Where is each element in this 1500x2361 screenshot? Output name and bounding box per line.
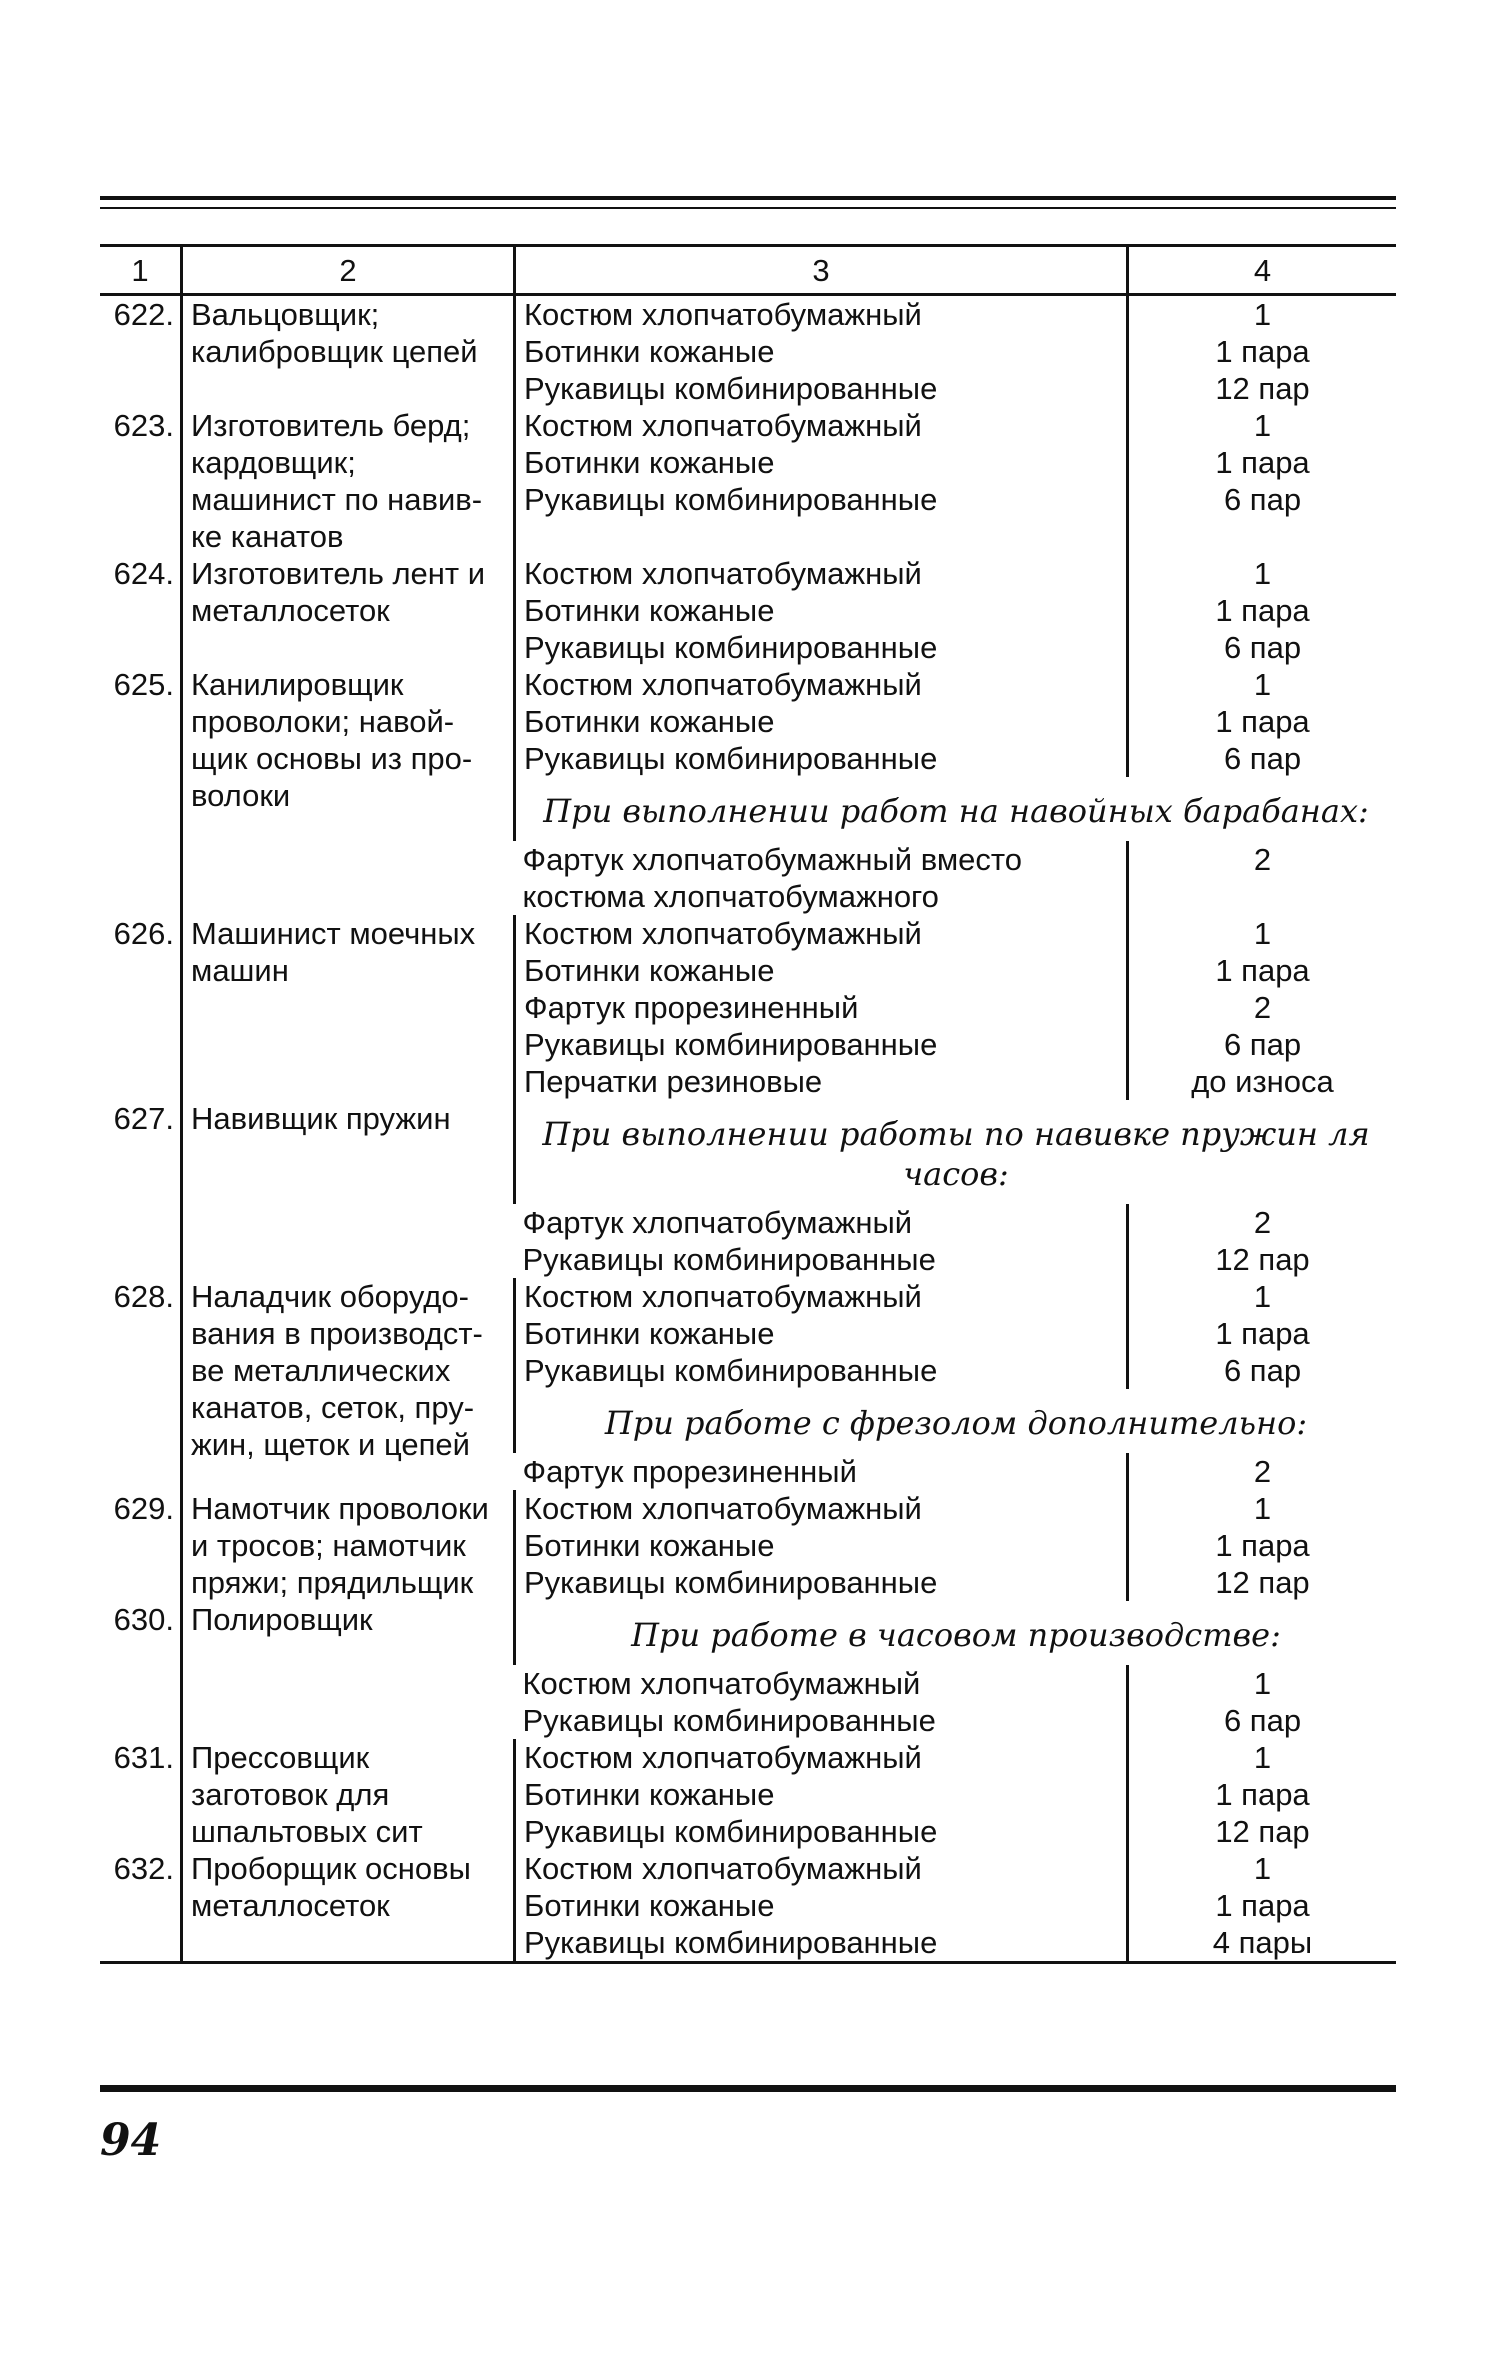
- profession-name: [182, 666, 515, 915]
- profession-line: ве металлических: [191, 1353, 451, 1388]
- ppe-item: Костюм хлопчатобумажный: [524, 667, 922, 702]
- ppe-quantities: [1128, 295, 1397, 408]
- ppe-quantity: 4 пары: [1212, 1925, 1313, 1960]
- entry-number: 622.: [113, 297, 174, 332]
- ppe-quantity: до износа: [1191, 1064, 1334, 1099]
- profession-line: волоки: [191, 778, 291, 813]
- table-row: [100, 1601, 1396, 1665]
- ppe-quantity: 1 пара: [1215, 1777, 1310, 1812]
- profession-line: Прессовщик: [191, 1740, 370, 1775]
- ppe-item: Рукавицы комбинированные: [524, 482, 938, 517]
- profession-line: Проборщик основы: [191, 1851, 471, 1886]
- ppe-items: [515, 1453, 1128, 1490]
- ppe-quantities: [1128, 1453, 1397, 1490]
- profession-name: [182, 295, 515, 408]
- ppe-item: Рукавицы комбинированные: [524, 1925, 938, 1960]
- profession-line: проволоки; навой-: [191, 704, 455, 739]
- profession-name: [182, 915, 515, 1100]
- profession-line: канатов, сеток, пру-: [191, 1390, 475, 1425]
- ppe-quantity: 1: [1253, 916, 1272, 951]
- profession-name: [182, 1601, 515, 1739]
- profession-line: заготовок для: [191, 1777, 390, 1812]
- profession-line: ке канатов: [191, 519, 344, 554]
- ppe-quantities: [1128, 1850, 1397, 1963]
- ppe-quantity: 6 пар: [1223, 630, 1302, 665]
- profession-line: Навивщик пружин: [191, 1101, 451, 1136]
- ppe-item: Ботинки кожаные: [524, 1777, 775, 1812]
- ppe-item: Фартук хлопчатобумажный: [522, 1205, 913, 1240]
- ppe-item: Ботинки кожаные: [524, 953, 775, 988]
- ppe-quantity: 1: [1253, 297, 1272, 332]
- profession-line: калибровщик цепей: [191, 334, 478, 369]
- ppe-item: Костюм хлопчатобумажный: [524, 1491, 922, 1526]
- entry-631: [100, 1739, 1396, 1850]
- profession-line: Машинист моечных: [191, 916, 476, 951]
- entry-number: 625.: [113, 667, 174, 702]
- ppe-item: Ботинки кожаные: [524, 593, 775, 628]
- profession-name: [182, 407, 515, 555]
- ppe-item: Фартук хлопчатобумажный вместо: [522, 842, 1022, 877]
- ppe-item: костюма хлопчатобумажного: [522, 879, 939, 914]
- profession-line: вания в производст-: [191, 1316, 483, 1351]
- ppe-item: Рукавицы комбинированные: [524, 1814, 938, 1849]
- ppe-item: Ботинки кожаные: [524, 334, 775, 369]
- condition-note: При выполнении работ на навойных барабанах:: [515, 777, 1397, 841]
- ppe-item: Рукавицы комбинированные: [524, 741, 938, 776]
- ppe-item: Костюм хлопчатобумажный: [524, 556, 922, 591]
- ppe-quantities: [1128, 1665, 1397, 1739]
- ppe-table: [100, 244, 1396, 1964]
- ppe-items: [515, 1278, 1128, 1389]
- ppe-item: Рукавицы комбинированные: [524, 1027, 938, 1062]
- column-header-row: [100, 246, 1396, 295]
- ppe-item: Костюм хлопчатобумажный: [524, 408, 922, 443]
- table-row: [100, 915, 1396, 1100]
- ppe-quantity: 1: [1253, 1491, 1272, 1526]
- ppe-item: Рукавицы комбинированные: [524, 630, 938, 665]
- profession-name: [182, 1850, 515, 1963]
- ppe-item: Рукавицы комбинированные: [524, 1353, 938, 1388]
- ppe-quantity: 1: [1253, 556, 1272, 591]
- column-header-4: 4: [1128, 246, 1397, 295]
- ppe-items: [515, 1850, 1128, 1963]
- table-row: [100, 1739, 1396, 1850]
- profession-line: Намотчик проволоки: [191, 1491, 489, 1526]
- entry-630: [100, 1601, 1396, 1739]
- ppe-quantity: 12 пар: [1215, 1814, 1310, 1849]
- ppe-item: Фартук прорезиненный: [524, 990, 859, 1025]
- entry-number: 632.: [100, 1850, 182, 1963]
- ppe-quantities: [1128, 915, 1397, 1100]
- ppe-quantity: [1129, 878, 1396, 915]
- ppe-items: [515, 295, 1128, 408]
- ppe-quantities: [1128, 841, 1397, 915]
- ppe-quantities: [1128, 555, 1397, 666]
- entry-number: 628.: [113, 1279, 174, 1314]
- profession-name: [182, 1739, 515, 1850]
- ppe-item: Ботинки кожаные: [524, 704, 775, 739]
- profession-line: машинист по навив-: [191, 482, 483, 517]
- ppe-item: Ботинки кожаные: [524, 445, 775, 480]
- condition-note: При работе с фрезолом дополнительно:: [515, 1389, 1397, 1453]
- table-row: [100, 1278, 1396, 1389]
- bottom-rule-thick: [100, 2085, 1396, 2092]
- ppe-items: [515, 555, 1128, 666]
- entry-number: 626.: [113, 916, 174, 951]
- entry-number: 630.: [113, 1602, 174, 1637]
- ppe-quantity: 1 пара: [1215, 704, 1310, 739]
- profession-line: кардовщик;: [191, 445, 356, 480]
- ppe-quantity: 6 пар: [1223, 1027, 1302, 1062]
- ppe-item: Рукавицы комбинированные: [524, 371, 938, 406]
- ppe-quantities: [1128, 1278, 1397, 1389]
- ppe-quantity: 1 пара: [1215, 334, 1310, 369]
- profession-name: [182, 555, 515, 666]
- top-rule-thin: [100, 207, 1396, 209]
- ppe-item: Перчатки резиновые: [524, 1064, 823, 1099]
- profession-line: Наладчик оборудо-: [191, 1279, 469, 1314]
- table-row: [100, 666, 1396, 777]
- entry-624: [100, 555, 1396, 666]
- column-header-1: 1: [100, 246, 182, 295]
- profession-name: [182, 1490, 515, 1601]
- ppe-item: Костюм хлопчатобумажный: [524, 1851, 922, 1886]
- entry-626: [100, 915, 1396, 1100]
- ppe-quantity: 6 пар: [1223, 482, 1302, 517]
- ppe-quantity: 12 пар: [1215, 1242, 1310, 1277]
- entry-number: 623.: [113, 408, 174, 443]
- table-row: [100, 1490, 1396, 1601]
- ppe-quantity: 12 пар: [1215, 1565, 1310, 1600]
- ppe-quantity: 2: [1253, 990, 1272, 1025]
- ppe-quantities: [1128, 407, 1397, 555]
- ppe-quantity: 1: [1253, 1279, 1272, 1314]
- table-row: [100, 407, 1396, 555]
- ppe-item: Костюм хлопчатобумажный: [522, 1666, 921, 1701]
- ppe-quantities: [1128, 1739, 1397, 1850]
- ppe-quantity: 6 пар: [1223, 1353, 1302, 1388]
- ppe-quantity: 1 пара: [1215, 953, 1310, 988]
- entry-622: [100, 295, 1396, 408]
- ppe-quantities: [1128, 1204, 1397, 1278]
- ppe-quantity: 1: [1253, 408, 1272, 443]
- ppe-quantity: 1: [1253, 1851, 1272, 1886]
- profession-line: и тросов; намотчик: [191, 1528, 466, 1563]
- ppe-item: Костюм хлопчатобумажный: [524, 297, 922, 332]
- ppe-quantity: 1 пара: [1215, 593, 1310, 628]
- ppe-quantity: 1 пара: [1215, 445, 1310, 480]
- condition-note: При выполнении работы по навивке пружин ля часов:: [515, 1100, 1397, 1204]
- table-row: [100, 1850, 1396, 1963]
- ppe-quantity: 2: [1253, 1205, 1272, 1240]
- profession-line: Вальцовщик;: [191, 297, 380, 332]
- ppe-quantity: 2: [1253, 1454, 1272, 1489]
- ppe-item: Костюм хлопчатобумажный: [524, 1279, 922, 1314]
- ppe-quantity: 1 пара: [1215, 1528, 1310, 1563]
- ppe-quantity: 2: [1253, 842, 1272, 877]
- ppe-items: [515, 1665, 1128, 1739]
- ppe-item: Ботинки кожаные: [524, 1316, 775, 1351]
- ppe-item: Костюм хлопчатобумажный: [524, 1740, 922, 1775]
- ppe-quantity: 1 пара: [1215, 1316, 1310, 1351]
- ppe-quantity: 1 пара: [1215, 1888, 1310, 1923]
- ppe-item: Рукавицы комбинированные: [524, 1565, 938, 1600]
- profession-line: шпальтовых сит: [191, 1814, 423, 1849]
- profession-name: [182, 1100, 515, 1278]
- profession-line: Канилировщик: [191, 667, 404, 702]
- entry-number: 629.: [113, 1491, 174, 1526]
- ppe-quantity: 1: [1253, 667, 1272, 702]
- ppe-items: [515, 1739, 1128, 1850]
- ppe-quantity: 1: [1253, 1666, 1272, 1701]
- ppe-item: Ботинки кожаные: [524, 1888, 775, 1923]
- entry-625: [100, 666, 1396, 915]
- profession-line: пряжи; прядильщик: [191, 1565, 474, 1600]
- entry-628: [100, 1278, 1396, 1490]
- top-rule-thick: [100, 196, 1396, 200]
- entry-number: 631.: [113, 1740, 174, 1775]
- ppe-quantity: 12 пар: [1215, 371, 1310, 406]
- ppe-quantity: 1: [1253, 1740, 1272, 1775]
- profession-line: жин, щеток и цепей: [191, 1427, 470, 1462]
- ppe-items: [515, 1490, 1128, 1601]
- ppe-items: [515, 841, 1128, 915]
- ppe-item: Фартук прорезиненный: [522, 1454, 857, 1489]
- ppe-items: [515, 407, 1128, 555]
- entry-number: 627.: [113, 1101, 174, 1136]
- ppe-items: [515, 1204, 1128, 1278]
- condition-note: При работе в часовом производстве:: [515, 1601, 1397, 1665]
- profession-line: металлосеток: [191, 1888, 390, 1923]
- entry-629: [100, 1490, 1396, 1601]
- ppe-items: [515, 666, 1128, 777]
- ppe-quantity: 6 пар: [1223, 1703, 1302, 1738]
- profession-line: машин: [191, 953, 289, 988]
- table-row: [100, 555, 1396, 666]
- column-header-2: 2: [182, 246, 515, 295]
- profession-line: Изготовитель берд;: [191, 408, 471, 443]
- table-row: [100, 295, 1396, 408]
- entry-632: [100, 1850, 1396, 1963]
- ppe-item: Костюм хлопчатобумажный: [524, 916, 922, 951]
- ppe-item: Рукавицы комбинированные: [522, 1703, 936, 1738]
- profession-line: Полировщик: [191, 1602, 373, 1637]
- page-number: 94: [100, 2115, 162, 2166]
- ppe-quantity: 6 пар: [1223, 741, 1302, 776]
- profession-line: щик основы из про-: [191, 741, 473, 776]
- entry-623: [100, 407, 1396, 555]
- ppe-item: Рукавицы комбинированные: [522, 1242, 936, 1277]
- profession-name: [182, 1278, 515, 1490]
- column-header-3: 3: [515, 246, 1128, 295]
- ppe-item: Ботинки кожаные: [524, 1528, 775, 1563]
- entry-number: 624.: [113, 556, 174, 591]
- ppe-items: [515, 915, 1128, 1100]
- profession-line: металлосеток: [191, 593, 390, 628]
- ppe-quantities: [1128, 1490, 1397, 1601]
- table-row: [100, 1100, 1396, 1204]
- ppe-quantities: [1128, 666, 1397, 777]
- profession-line: Изготовитель лент и: [191, 556, 486, 591]
- entry-627: [100, 1100, 1396, 1278]
